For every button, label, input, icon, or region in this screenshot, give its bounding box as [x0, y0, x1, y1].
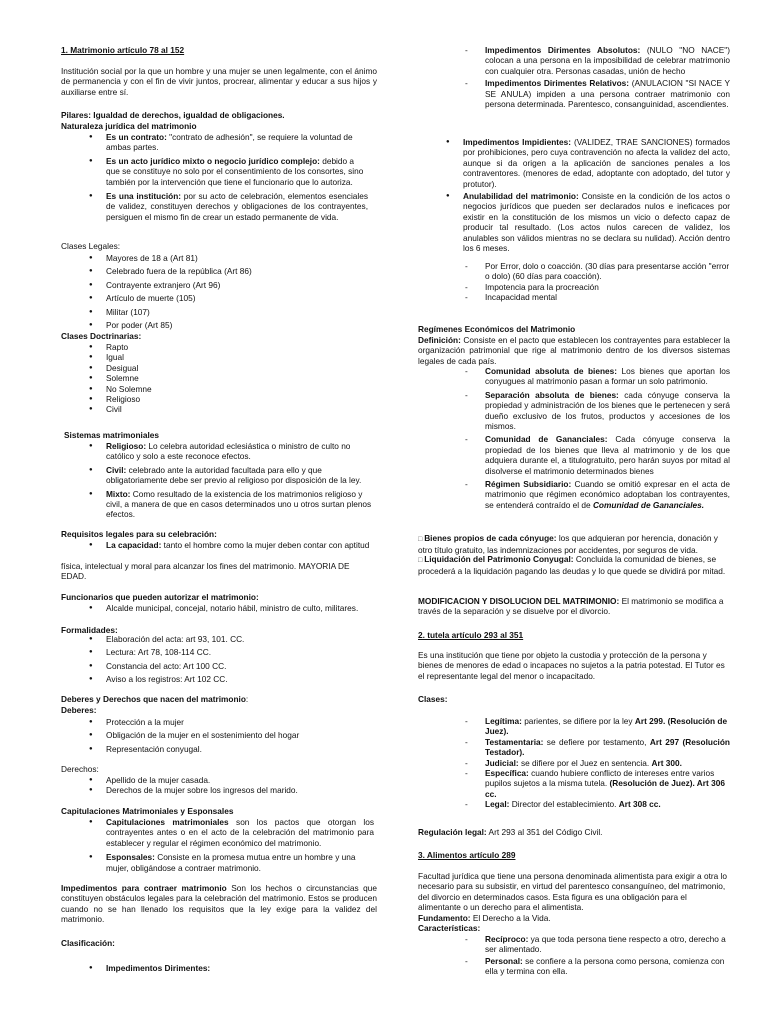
list-item: ● La capacidad: tanto el hombre como la mujer deben contar con aptitud — [106, 540, 374, 550]
capitulaciones-list — [106, 817, 374, 873]
list-item: ● Impedimentos Dirimentes: — [106, 963, 374, 973]
list-item: ● Es un contrato: "contrato de adhesión", se requiere la voluntad de ambas partes. — [106, 132, 368, 153]
modificacion-paragraph: MODIFICACION Y DISOLUCION DEL MATRIMONIO: El matrimonio se modifica a través de la separación y se disuelve por el divorcio. — [418, 596, 724, 617]
sistemas-heading: Sistemas matrimoniales — [64, 430, 159, 440]
list-item: - Régimen Subsidiario: Cuando se omitió expresar en el acta de matrimonio que régimen económico adoptaban los contrayentes, se entenderá contraído el de Comunidad de Gananciales. — [485, 479, 730, 510]
list-item: - Separación absoluta de bienes: cada cónyuge conserva la propiedad y administración de los bienes que le pertenecen y será dueño exclusivo de los frutos, productos y accesiones de los mismos. — [485, 390, 730, 432]
list-item: ● Solemne — [106, 373, 368, 383]
list-item: ● Civil — [106, 404, 368, 414]
heading-matrimonio: 1. Matrimonio artículo 78 al 152 — [61, 45, 185, 55]
clases-doctrinarias-list — [106, 342, 368, 415]
deberes-heading: Deberes: — [61, 705, 97, 715]
list-item: - Incapacidad mental — [485, 292, 730, 302]
list-item: ● Derechos de la mujer sobre los ingresos del marido. — [106, 785, 374, 795]
derechos-list — [106, 775, 374, 796]
list-item: ● Civil: celebrado ante la autoridad facultada para ello y que obligatoriamente debe ser previo al religioso por disposición de la ley. — [106, 465, 374, 486]
list-item: ● Es una institución: por su acto de celebración, elementos esenciales de validez, constituyen derechos y obligaciones de los contrayentes, persiguen el mismo fin de crear un estado permanente de vida. — [106, 191, 368, 222]
list-item: - Impedimentos Dirimentes Absolutos: (NULO "NO NACE") colocan a una persona en la imposibilidad de celebrar matrimonio con cualquier otra. Personas casadas, unión de hecho — [485, 45, 730, 76]
naturaleza-heading: Naturaleza jurídica del matrimonio — [61, 121, 197, 131]
list-item: ● Constancia del acto: Art 100 CC. — [106, 661, 374, 671]
list-item: - Específica: cuando hubiere conflicto de intereses entre varios pupilos sujetos a la misma tutela. (Resolución de Juez). Art 306 cc. — [485, 768, 730, 799]
naturaleza-list — [106, 132, 368, 222]
list-item: ● Mayores de 18 a (Art 81) — [106, 253, 368, 263]
list-item: - Recíproco: ya que toda persona tiene respecto a otro, derecho a ser alimentado. — [485, 934, 730, 955]
clases-legales-list — [106, 253, 368, 330]
derechos-heading: Derechos: — [61, 764, 99, 774]
list-item: ● Capitulaciones matrimoniales son los pactos que otorgan los contrayentes antes o en el acto de la celebración del matrimonio para establecer y regular el régimen económico del matrimonio. — [106, 817, 374, 848]
list-item: ● Lectura: Art 78, 108-114 CC. — [106, 647, 374, 657]
heading-tutela: 2. tutela artículo 293 al 351 — [418, 630, 524, 640]
pilares-line: Pilares: Igualdad de derechos, igualdad de obligaciones. — [61, 110, 285, 120]
capacidad-continuation: física, intelectual y moral para alcanzar los fines del matrimonio. MAYORIA DE EDAD. — [61, 561, 350, 582]
list-item: ● Artículo de muerte (105) — [106, 293, 368, 303]
tutela-clases-list — [485, 716, 730, 810]
list-item: ● Impedimentos Impidientes: (VALIDEZ, TRAE SANCIONES) formados por prohibiciones, pero cuya contravención no afecta la validez del acto, aunque si da origen a la aplicación de sanciones penales a los contraventores. (menores de edad, adoptante con adoptado, del tutor y protutor). — [463, 137, 730, 189]
list-item: ● Alcalde municipal, concejal, notario hábil, ministro de culto, militares. — [106, 603, 374, 613]
list-item: ● Aviso a los registros: Art 102 CC. — [106, 674, 374, 684]
list-item: - Comunidad de Gananciales: Cada cónyuge conserva la propiedad de los bienes que lleva al matrimonio y de los que adquiera durante el, a titulogratuito, pero harán suyos por mitad al disolverse el matrimonio determinados bienes — [485, 434, 730, 476]
requisitos-heading: Requisitos legales para su celebración: — [61, 529, 217, 539]
list-item: - Testamentaria: se defiere por testamento, Art 297 (Resolución Testador). — [485, 737, 730, 758]
list-item: ● Mixto: Como resultado de la existencia de los matrimonios religioso y civil, a manera de que en casos determinados uno u otros surtan plenos efectos. — [106, 489, 374, 520]
list-item: ● Religioso — [106, 394, 368, 404]
list-item: ● Contrayente extranjero (Art 96) — [106, 280, 368, 290]
list-item: ● Rapto — [106, 342, 368, 352]
list-item: - Impedimentos Dirimentes Relativos: (ANULACION "SI NACE Y SE ANULA) impiden a una persona contraer matrimonio con persona determinada. Parentesco, consanguinidad, ascendientes. — [485, 78, 730, 109]
list-item: ● Desigual — [106, 363, 368, 373]
clases-doctrinarias-heading: Clases Doctrinarias: — [61, 331, 142, 341]
list-item: - Legal: Director del establecimiento. Art 308 cc. — [485, 799, 730, 809]
list-item: ● Elaboración del acta: art 93, 101. CC. — [106, 634, 374, 644]
list-item: ● Apellido de la mujer casada. — [106, 775, 374, 785]
tutela-paragraph: Es una institución que tiene por objeto la custodia y protección de la persona y bienes de menores de edad o incapaces no sujetos a la patria potestad. El Tutor es el representante legal del menor o incapacitado. — [418, 650, 725, 681]
list-item: ● Esponsales: Consiste en la promesa mutua entre un hombre y una mujer, obligándose a contraer matrimonio. — [106, 852, 374, 873]
list-item: ● Militar (107) — [106, 307, 368, 317]
definicion-paragraph: Definición: Consiste en el pacto que establecen los contrayentes para establecer la organización patrimonial que rige al matrimonio dentro de los diversos sistemas legales de cada país. — [418, 335, 730, 366]
list-item: ● Representación conyugal. — [106, 744, 374, 754]
impedimentos-paragraph: Impedimentos para contraer matrimonio Son los hechos o circunstancias que constituyen obstáculos legales para la celebración del matrimonio. Estos se producen cuando no se han llenado los requisitos que la ley exige para la validez del matrimonio. — [61, 883, 378, 925]
list-item: - Comunidad absoluta de bienes: Los bienes que aportan los conyugues al matrimonio pasan a formar un solo patrimonio. — [485, 366, 730, 387]
heading-alimentos: 3. Alimentos artículo 289 — [418, 850, 516, 860]
capitulaciones-heading: Capitulaciones Matrimoniales y Esponsales — [61, 806, 234, 816]
list-item: ● Celebrado fuera de la república (Art 86) — [106, 266, 368, 276]
funcionarios-list — [106, 603, 374, 613]
impedimentos-list — [463, 137, 730, 253]
list-item: - Por Error, dolo o coacción. (30 días para presentarse acción "error o dolo) (60 días para coacción). — [485, 261, 730, 282]
list-item: ● Protección a la mujer — [106, 717, 374, 727]
list-item: ● Anulabilidad del matrimonio: Consiste en la condición de los actos o negocios jurídicos que pueden ser declarados nulos e ineficaces por existir en la constitución de los mismos un vicio o defecto capaz de producir tal resultado. (Los actos nulos carecen de validez, los anulables son válidos mientras no se declara su nulidad). Acción dentro los 6 meses. — [463, 191, 730, 253]
clasificacion-heading: Clasificación: — [61, 938, 115, 948]
list-item: ● Es un acto jurídico mixto o negocio jurídico complejo: debido a que se constituye no solo por el consentimiento de los consortes, sino también por la intervención que tiene el funcionario que lo autoriza. — [106, 156, 368, 187]
list-item: - Legítima: parientes, se difiere por la ley Art 299. (Resolución de Juez). — [485, 716, 730, 737]
intro-paragraph: Institución social por la que un hombre y una mujer se unen legalmente, con el ánimo de permanencia y con el fin de vivir juntos, procrear, alimentar y educar a sus hijos y auxiliarse entre sí. — [61, 66, 377, 97]
regulacion-paragraph: Regulación legal: Art 293 al 351 del Código Civil. — [418, 827, 603, 837]
regimenes-heading: Regímenes Económicos del Matrimonio — [418, 324, 576, 334]
list-item: ● Obligación de la mujer en el sostenimiento del hogar — [106, 730, 374, 740]
caracteristicas-heading: Características: — [418, 923, 481, 933]
alimentos-paragraph: Facultad jurídica que tiene una persona denominada alimentista para exigir a otra lo necesario para su subsistir, en virtud del parentesco consanguíneo, del matrimonio, del divorcio en determinados casos. Esta figura es una obligación para el alimentante o un derecho para el alimentista. — [418, 871, 728, 913]
clasificacion-list — [106, 963, 374, 973]
dirimentes-sublist — [485, 45, 730, 109]
list-item: ● Por poder (Art 85) — [106, 320, 368, 330]
list-item: - Impotencia para la procreación — [485, 282, 730, 292]
list-item: ● Religioso: Lo celebra autoridad eclesiástica o ministro de culto no católico y solo a este reconoce efectos. — [106, 441, 374, 462]
caracteristicas-list — [485, 934, 730, 977]
regimenes-list — [485, 366, 730, 510]
formalidades-list — [106, 634, 374, 685]
funcionarios-heading: Funcionarios que pueden autorizar el matrimonio: — [61, 592, 259, 602]
clases-legales-heading: Clases Legales: — [61, 241, 121, 251]
anulabilidad-sublist — [485, 261, 730, 303]
list-item: - Personal: se confiere a la persona como persona, comienza con ella y termina con ella. — [485, 956, 730, 977]
requisitos-list — [106, 540, 374, 550]
list-item: ● No Solemne — [106, 384, 368, 394]
liquidacion-paragraph: □ Liquidación del Patrimonio Conyugal: Concluida la comunidad de bienes, se procederá a la liquidación pagando las deudas y lo que quede se dividirá por mitad. — [418, 554, 730, 577]
deberes-list — [106, 717, 374, 754]
bienes-propios-paragraph: □ Bienes propios de cada cónyuge: los que adquieran por herencia, donación y otro título gratuito, las indemnizaciones por accidentes, por seguros de vida. — [418, 533, 730, 556]
formalidades-heading: Formalidades: — [61, 625, 118, 635]
list-item: - Judicial: se difiere por el Juez en sentencia. Art 300. — [485, 758, 730, 768]
fundamento-line: Fundamento: El Derecho a la Vida. — [418, 913, 551, 923]
clases-heading: Clases: — [418, 694, 448, 704]
sistemas-list — [106, 441, 374, 520]
deberes-derechos-heading: Deberes y Derechos que nacen del matrimonio: — [61, 694, 249, 704]
list-item: ● Igual — [106, 352, 368, 362]
